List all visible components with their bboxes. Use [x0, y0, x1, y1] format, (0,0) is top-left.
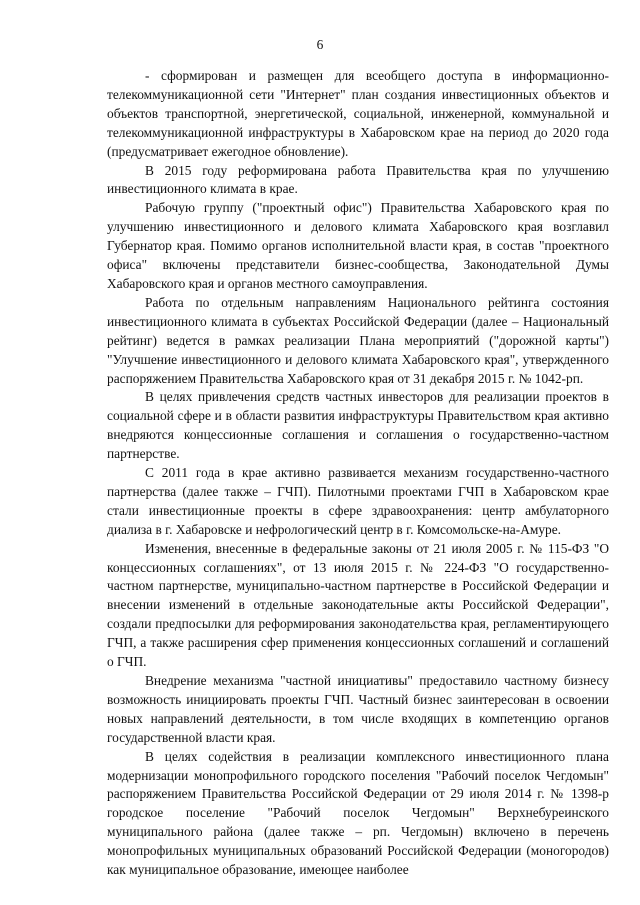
paragraph-6: С 2011 года в крае активно развивается механизм государственно-частного партнерства (далее также – ГЧП). Пилотными проектами ГЧП в Хабаровском крае стали инвестиционные проекты в сфере здравоохранения: центр амбулаторного диализа в г. Хабаровске и нефрологический центр в г. Комсомольске-на-Амуре. — [107, 465, 609, 537]
paragraph-3: Рабочую группу ("проектный офис") Правительства Хабаровского края по улучшению инвестиционного и делового климата Хабаровского края возглавил Губернатор края. Помимо органов исполнительной власти края, в состав "проектного офиса" включены представители бизнес-сообщества, Законодательной Думы Хабаровского края и органов местного самоуправления. — [107, 200, 609, 291]
paragraph-4: Работа по отдельным направлениям Национального рейтинга состояния инвестиционного климата в субъектах Российской Федерации (далее – Национальный рейтинг) ведется в рамках реализации Плана мероприятий ("дорожной карты") "Улучшение инвестиционного и делового климата Хабаровского края", утвержденного распоряжением Правительства Хабаровского края от 31 декабря 2015 г. № 1042-рп. — [107, 294, 609, 386]
paragraph-2: В 2015 году реформирована работа Правительства края по улучшению инвестиционного климата в крае. — [107, 162, 609, 197]
paragraph-7: Изменения, внесенные в федеральные законы от 21 июля 2005 г. № 115-ФЗ "О концессионных соглашениях", от 13 июля 2015 г. № 224-ФЗ "О государственно-частном партнерстве, муниципально-частном партнерстве в Российской Федерации и внесении изменений в отдельные законодательные акты Российской Федерации", создали предпосылки для реформирования законодательства края, регламентирующего ГЧП, а также расширения сфер применения концессионных соглашений и соглашений о ГЧП. — [107, 540, 609, 670]
paragraph-1: - сформирован и размещен для всеобщего доступа в информационно-телекоммуникационной сети "Интернет" план создания инвестиционных объектов и объектов транспортной, энергетической, социальной, инженерной, коммунальной и телекоммуникационной инфраструктуры в Хабаровском крае на период до 2020 года (предусматривает ежегодное обновление). — [107, 68, 609, 159]
page-number: 6 — [316, 37, 324, 52]
paragraph-5: В целях привлечения средств частных инвесторов для реализации проектов в социальной сфере и в области развития инфраструктуры Правительством края активно внедряются концессионные соглашения и соглашения о государственно-частном партнерстве. — [107, 389, 609, 462]
paragraph-8: Внедрение механизма "частной инициативы" предоставило частному бизнесу возможность инициировать проекты ГЧП. Частный бизнес заинтересован в освоении новых направлений деятельности, в том числе входящих в компетенцию органов государственной власти края. — [107, 673, 609, 745]
document-body — [107, 67, 609, 880]
paragraph-9: В целях содействия в реализации комплексного инвестиционного плана модернизации монопрофильного городского поселения "Рабочий поселок Чегдомын" распоряжением Правительства Российской Федерации от 29 июля 2014 г. № 1398-р городское поселение "Рабочий поселок Чегдомын" Верхнебуреинского муниципального района (далее также – рп. Чегдомын) включено в перечень монопрофильных муниципальных образований Российской Федерации (моногородов) как муниципальное образование, имеющее наиболее — [107, 748, 609, 878]
